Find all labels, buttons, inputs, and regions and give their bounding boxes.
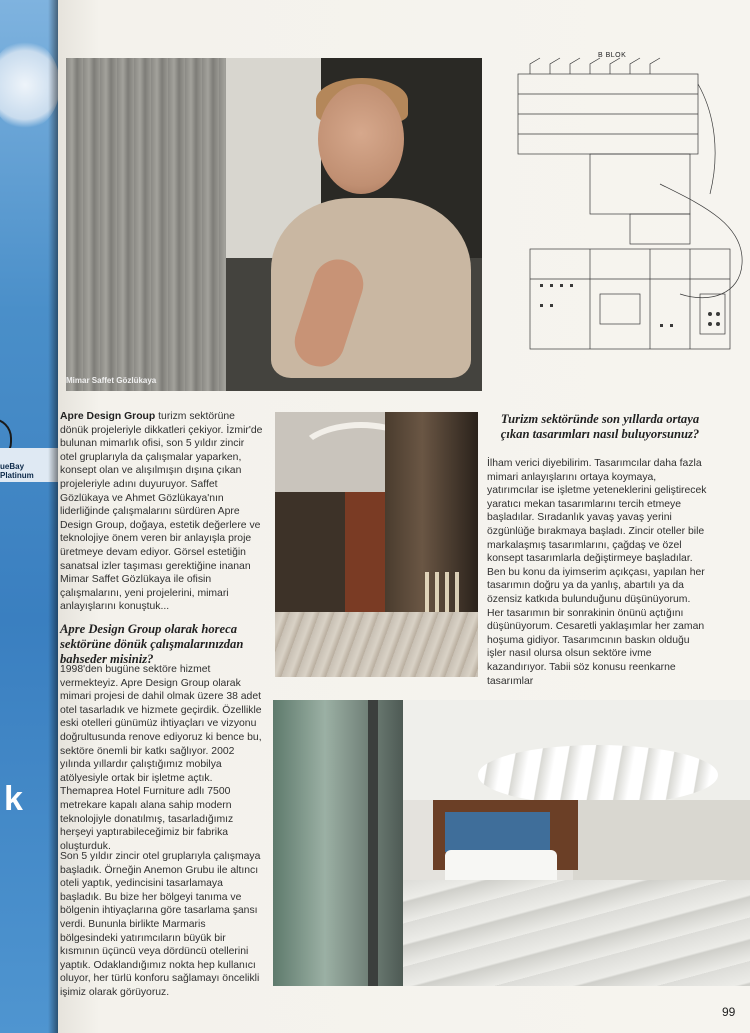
- lead-paragraph: [60, 410, 263, 614]
- floor-plan-drawing: [510, 44, 750, 354]
- spine-brand-text: ueBay Platinum: [0, 462, 34, 480]
- spine-letter: k: [4, 780, 23, 818]
- lobby-photo: [273, 700, 750, 986]
- answer-1-paragraph-1: 1998'den bugüne sektöre hizmet vermekteyiz. Apre Design Group olarak mimari projesi de dahil olmak üzere 38 adet otel tasarladık ve hizmete geçirdik. Özellikle eski otelleri günümüz ihtiyaçları ve vizyonu doğrultusunda renove ediyoruz ki bence bu, sektöre önemli bir katkı sağlıyor. 2002 yılında yıllardır çalıştığımız mobilya atölyesiyle ortak bir işletme açtık. Themaprea Hotel Furniture adlı 7500 metrekare kapalı alana sahip modern teknolojiyle donatılmış, tasarladığımız herşeyi yaptırabileceğimiz bir fabrika oluşturduk.: [60, 664, 262, 852]
- reception-screen: [445, 812, 550, 852]
- corridor-floor: [275, 612, 478, 677]
- red-wall-panel: [345, 492, 385, 632]
- answer-1-paragraph-2: Son 5 yıldır zincir otel gruplarıyla çalışmaya başladık. Örneğin Anemon Grubu ile altıncı oteli yaptık, yedincisini tasarlamaya başladık. Bu bize her bölgeyi tanıma ve bölgenin ihtiyaçlarına göre tasarlama şansı verdi. Bununla birlikte Marmaris bölgesindeki yatırımcıların büyük bir kısmının üçüncü veya dördüncü otellerini yaptık. Odaklandığımız nokta hep kullanıcı oluyor, her türlü konforu sağlamayı öncelikli işimiz olarak görüyoruz.: [60, 851, 261, 998]
- reception-desk: [445, 850, 557, 880]
- concrete-column: [66, 58, 226, 391]
- person-head: [318, 84, 404, 194]
- previous-page-spine: [0, 0, 58, 1033]
- lead-text: turizm sektörüne dönük projeleriyle dikkatleri çekiyor. İzmir'de bulunan mimarlık ofisi, son 5 yıldır zincir otel gruplarıyla da çalışmalar yaparken, konsept olan ve alışılmışın dışına çıkan projeleriyle adını duyuruyor. Saffet Gözlükaya ve Ahmet Gözlükaya'nın liderliğinde çalışmalarını sürdüren Apre Design Group, doğaya, estetik değerlere ve teknolojiye önem veren bir anlayışla proje üretmeye devam ediyor. Görsel estetiğin sanatsal izler taşıması gerektiğine inanan Mimar Saffet Gözlükaya ile ofisin çalışmalarını, yeni projelerini, mimari anlayışlarını konuştuk...: [60, 411, 263, 613]
- portrait-photo: [66, 58, 482, 391]
- lobby-right-wall: [573, 800, 750, 880]
- question-2: Turizm sektöründe son yıllarda ortaya çıkan tasarımları nasıl buluyorsunuz?: [500, 412, 700, 441]
- plan-label: B BLOK: [598, 52, 627, 59]
- facade-frame: [368, 700, 378, 986]
- question-1: Apre Design Group olarak horeca sektörüne dönük çalışmalarınızdan bahseder misiniz?: [60, 622, 244, 666]
- gutter-shadow: [48, 0, 58, 1033]
- lead-company: Apre Design Group: [60, 411, 156, 422]
- glass-facade: [273, 700, 403, 986]
- lobby-skylight: [478, 745, 718, 805]
- page-number: 99: [722, 1005, 736, 1019]
- corridor-photo: [275, 412, 478, 677]
- lobby-floor: [403, 880, 750, 986]
- answer-2: İlham verici diyebilirim. Tasarımcılar daha fazla mimari anlayışlarını ortaya koymaya, yatırımcılar ise işletme yeteneklerini geliştirecek yaratıcı mekan tasarımlarını tercih etmeye başladılar. Sıradanlık yavaş yavaş yerini özgünlüğe bırakmaya başladı. Zincir oteller bile markalaşmış tasarımlarını, çağdaş ve özel konsept tasarımlarla değiştirmeye başladılar. Ben bu konu da iyimserim açıkçası, yapılan her tasarımın doğru ya da yanlış, abartılı ya da özensiz katkıda bulunduğunu düşünüyorum. Her tasarımın bir sonrakinin önünü açtığını düşünüyorum. Cesaretli yaklaşımlar her zaman hoşuma gidiyor. Tasarımcının baskın olduğu işler nasıl olursa olsun sektöre ivme kazandırıyor. Tabii söz konusu reenkarne tasarımlar: [487, 458, 707, 687]
- photo-caption: Mimar Saffet Gözlükaya: [66, 376, 157, 385]
